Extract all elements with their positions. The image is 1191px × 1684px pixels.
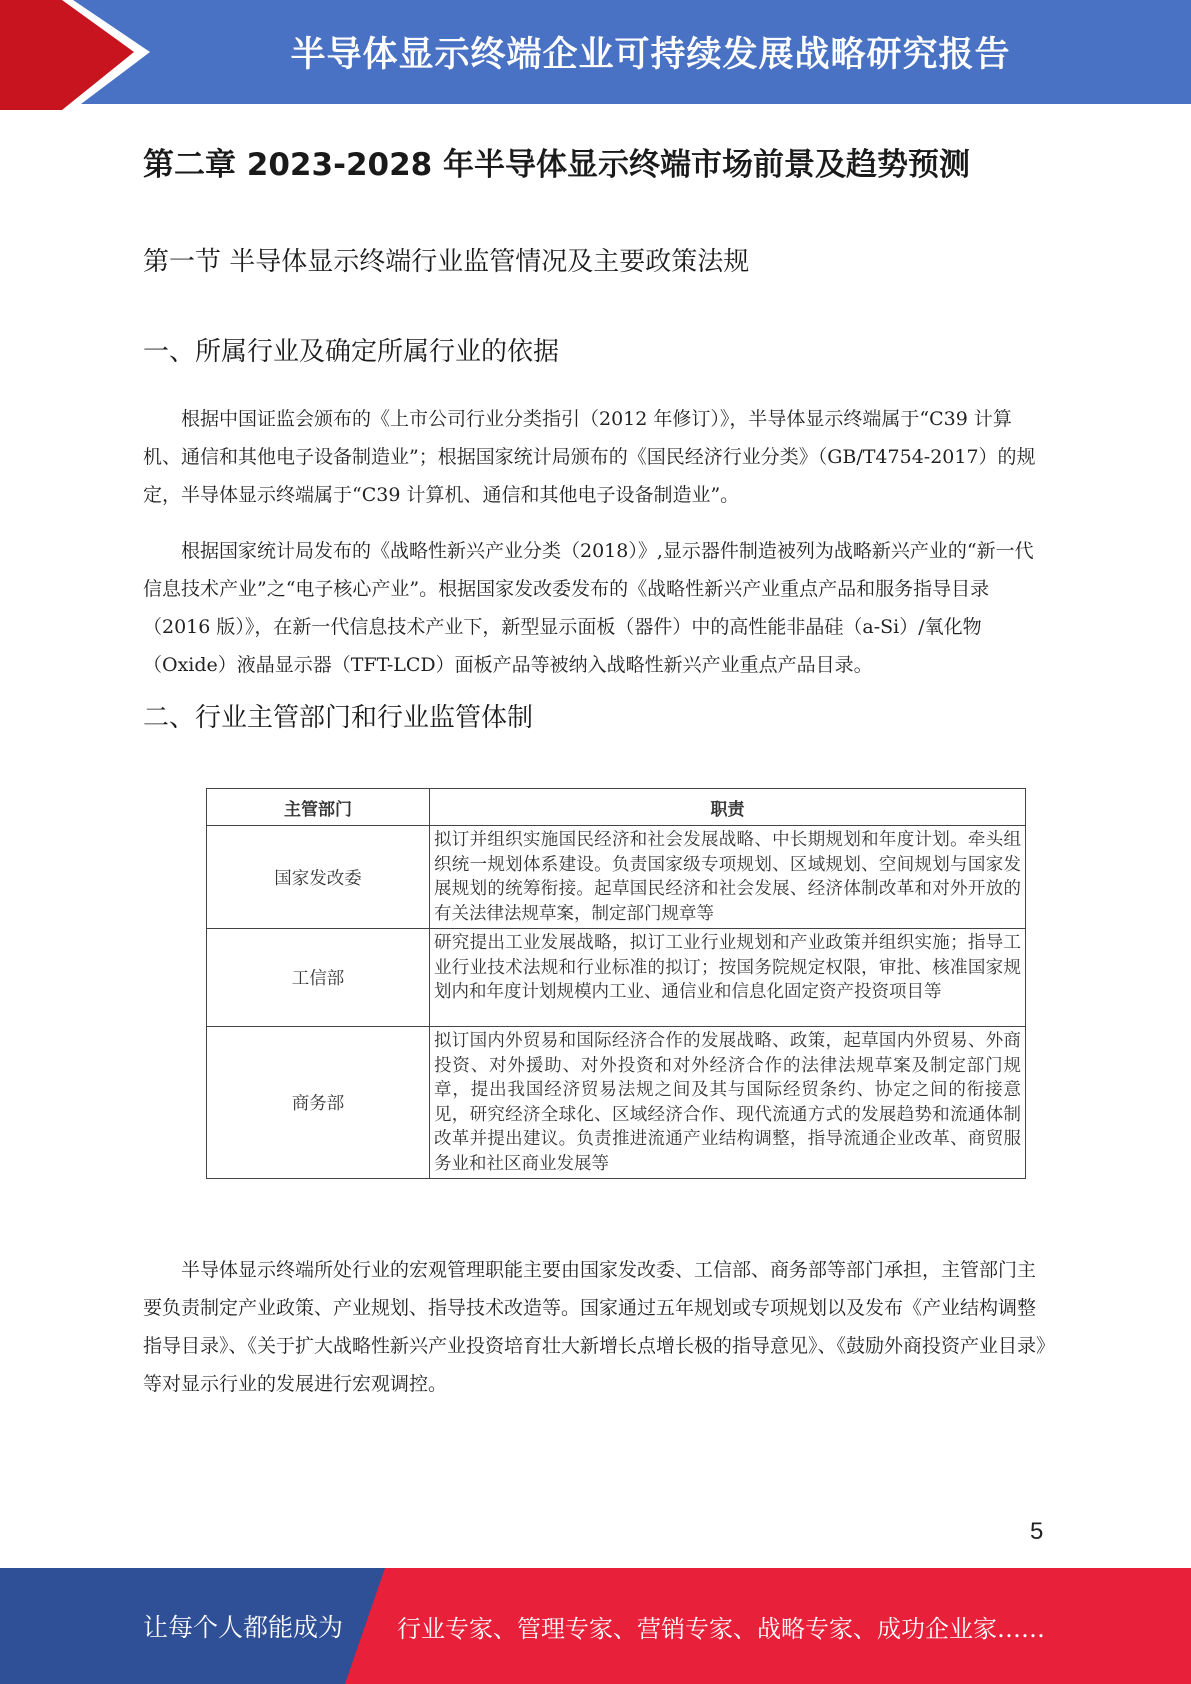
table-cell-duty: 拟订并组织实施国民经济和社会发展战略、中长期规划和年度计划。牵头组织统一规划体系建设。负责国家级专项规划、区域规划、空间规划与国家发展规划的统筹衔接。起草国民经济和社会发展、经济体制改革和对外开放的有关法律法规草案，制定部门规章等 (430, 826, 1026, 929)
footer-slogan-left: 让每个人都能成为 (143, 1613, 344, 1642)
table-row (207, 929, 1026, 1027)
chapter-title: 第二章 2023-2028 年半导体显示终端市场前景及趋势预测 (143, 147, 971, 183)
table-cell-duty: 研究提出工业发展战略，拟订工业行业规划和产业政策并组织实施；指导工业行业技术法规和行业标准的拟订；按国务院规定权限，审批、核准国家规划内和年度计划规模内工业、通信业和信息化固定资产投资项目等 (430, 929, 1026, 1027)
regulator-table-wrap (206, 788, 1026, 1179)
paragraph-macro-management: 半导体显示终端所处行业的宏观管理职能主要由国家发改委、工信部、商务部等部门承担，主管部门主要负责制定产业政策、产业规划、指导技术改造等。国家通过五年规划或专项规划以及发布《产业结构调整指导目录》、《关于扩大战略性新兴产业投资培育壮大新增长点增长极的指导意见》、《鼓励外商投资产业目录》等对显示行业的发展进行宏观调控。 (143, 1259, 1046, 1395)
regulator-table (206, 788, 1026, 1179)
page-footer (0, 1568, 1191, 1684)
subsection-1-title: 一、所属行业及确定所属行业的依据 (143, 337, 560, 367)
main-content (143, 130, 1048, 1403)
table-header-row (207, 789, 1026, 826)
table-cell-duty: 拟订国内外贸易和国际经济合作的发展战略、政策，起草国内外贸易、外商投资、对外援助、对外投资和对外经济合作的法律法规草案及制定部门规章，提出我国经济贸易法规之间及其与国际经贸条约、协定之间的衔接意见，研究经济全球化、区域经济合作、现代流通方式的发展趋势和流通体制改革并提出建议。负责推进流通产业结构调整，指导流通企业改革、商贸服务业和社区商业发展等 (430, 1027, 1026, 1179)
footer-slogan-right: 行业专家、管理专家、营销专家、战略专家、成功企业家…… (397, 1614, 1045, 1643)
table-header-dept: 主管部门 (207, 789, 430, 826)
table-row (207, 1027, 1026, 1179)
table-cell-dept: 国家发改委 (207, 826, 430, 929)
subsection-2-title: 二、行业主管部门和行业监管体制 (143, 703, 534, 733)
header-title: 半导体显示终端企业可持续发展战略研究报告 (290, 35, 1011, 75)
table-cell-dept: 商务部 (207, 1027, 430, 1179)
paragraph-industry-classification: 根据中国证监会颁布的《上市公司行业分类指引（2012 年修订）》，半导体显示终端属于“C39 计算机、通信和其他电子设备制造业”；根据国家统计局颁布的《国民经济行业分类》（GB/T4754-2017）的规定，半导体显示终端属于“C39 计算机、通信和其他电子设备制造业”。 (143, 408, 1036, 506)
page-header (0, 0, 1191, 110)
table-header-duty: 职责 (430, 789, 1026, 826)
table-row (207, 826, 1026, 929)
paragraph-strategic-industry: 根据国家统计局发布的《战略性新兴产业分类（2018）》,显示器件制造被列为战略新兴产业的“新一代信息技术产业”之“电子核心产业”。根据国家发改委发布的《战略性新兴产业重点产品和服务指导目录（2016 版）》，在新一代信息技术产业下，新型显示面板（器件）中的高性能非晶硅（a-Si）/氧化物（Oxide）液晶显示器（TFT-LCD）面板产品等被纳入战略性新兴产业重点产品目录。 (143, 540, 1034, 676)
page-number: 5 (1030, 1518, 1044, 1545)
table-cell-dept: 工信部 (207, 929, 430, 1027)
section-title: 第一节 半导体显示终端行业监管情况及主要政策法规 (143, 247, 750, 277)
